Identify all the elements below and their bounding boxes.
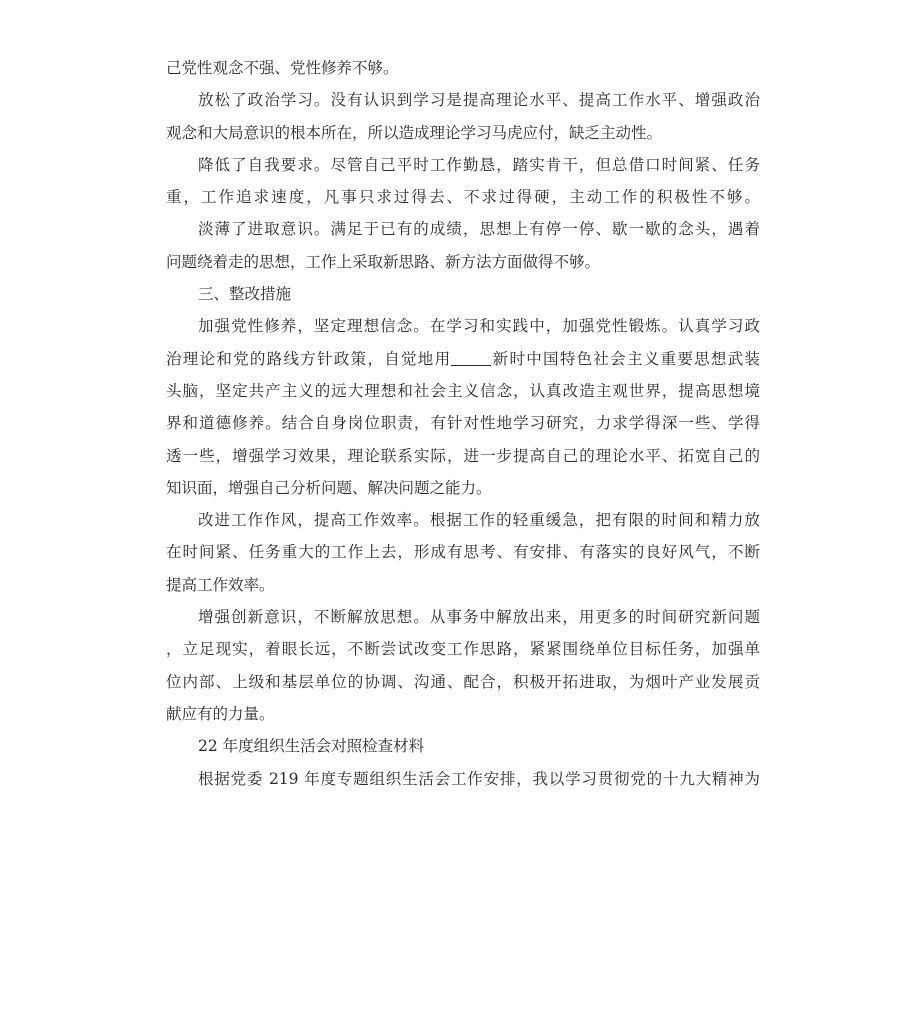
text-line: 界和道德修养。结合自身岗位职责，有针对性地学习研究，力求学得深一些、学得 xyxy=(166,414,760,433)
text-line: 透一些，增强学习效果，理论联系实际，进一步提高自己的理论水平、拓宽自己的 xyxy=(166,446,760,465)
text-line: 提高工作效率。 xyxy=(166,575,275,594)
fill-in-blank xyxy=(451,347,491,366)
text-line: ，立足现实，着眼长远，不断尝试改变工作思路，紧紧围绕单位目标任务，加强单 xyxy=(166,640,760,659)
text-line: 增强创新意识，不断解放思想。从事务中解放出来，用更多的时间研究新问题 xyxy=(198,608,760,627)
text-line: 在时间紧、任务重大的工作上去，形成有思考、有安排、有落实的良好风气，不断 xyxy=(166,543,760,562)
text-line: 根据党委 219 年度专题组织生活会工作安排，我以学习贯彻党的十九大精神为 xyxy=(198,769,760,788)
text-line: 加强党性修养，坚定理想信念。在学习和实践中，加强党性锻炼。认真学习政 xyxy=(198,317,760,336)
document-title: 22 年度组织生活会对照检查材料 xyxy=(198,737,425,756)
text-line: 头脑，坚定共产主义的远大理想和社会主义信念，认真改造主观世界，提高思想境 xyxy=(166,381,760,400)
text-line: 重，工作追求速度，凡事只求过得去、不求过得硬，主动工作的积极性不够。 xyxy=(166,188,760,207)
text-line: 献应有的力量。 xyxy=(166,704,275,723)
text-line: 知识面，增强自己分析问题、解决问题之能力。 xyxy=(166,478,492,497)
text-line: 己党性观念不强、党性修养不够。 xyxy=(166,59,399,77)
section-heading: 三、整改措施 xyxy=(198,285,292,304)
text-segment: 新时中国特色社会主义重要思想武装 xyxy=(491,349,760,368)
text-line: 改进工作作风，提高工作效率。根据工作的轻重缓急，把有限的时间和精力放 xyxy=(198,511,760,530)
text-line: 淡薄了进取意识。满足于已有的成绩，思想上有停一停、歇一歇的念头，遇着 xyxy=(198,220,760,239)
text-line: 位内部、上级和基层单位的协调、沟通、配合，积极开拓进取，为烟叶产业发展贡 xyxy=(166,672,760,691)
document-body xyxy=(166,52,760,795)
text-line: 问题绕着走的思想，工作上采取新思路、新方法方面做得不够。 xyxy=(166,252,601,271)
text-segment: 治理论和党的路线方针政策，自觉地用 xyxy=(166,349,452,368)
text-line: 降低了自我要求。尽管自己平时工作勤恳，踏实肯干，但总借口时间紧、任务 xyxy=(198,155,760,174)
text-line-with-blank xyxy=(166,343,760,375)
text-line: 观念和大局意识的根本所在，所以造成理论学习马虎应付，缺乏主动性。 xyxy=(166,123,663,142)
text-line: 放松了政治学习。没有认识到学习是提高理论水平、提高工作水平、增强政治 xyxy=(198,91,760,110)
